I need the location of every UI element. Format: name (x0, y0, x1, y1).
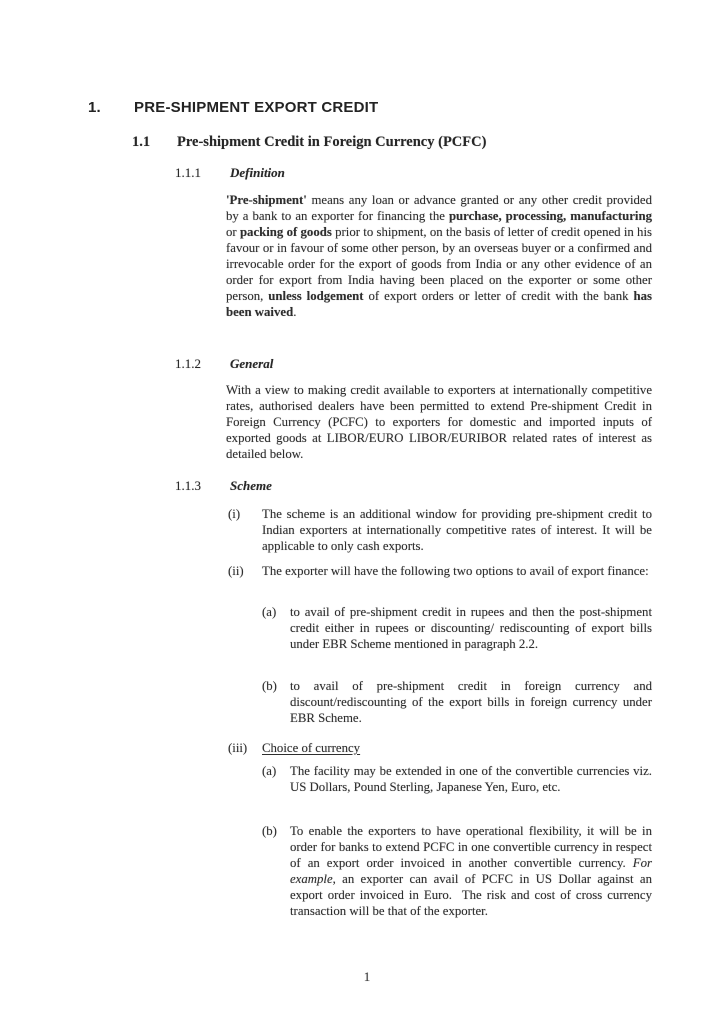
scheme-item-ii-a-text: to avail of pre-shipment credit in rupees and then the post-shipment credit either in rupees or discounting/ rediscounting of export bills under EBR Scheme mentioned in paragraph 2.2. (290, 605, 652, 651)
text-run: packing of goods (239, 225, 332, 239)
text-run: unless lodgement (268, 289, 364, 303)
text-run: . (293, 305, 297, 319)
text-run: of export orders or letter of credit with the bank (363, 289, 634, 303)
text-run: has been waived (226, 289, 652, 319)
text-run: , an exporter can avail of PCFC in US Dollar against an export order invoiced in Euro. The risk and cost of cross currency transaction will be that of the exporter. (290, 872, 652, 918)
section-scheme-heading (175, 478, 652, 494)
general-paragraph: With a view to making credit available to exporters at internationally competitive rates, authorised dealers have been permitted to extend Pre-shipment Credit in Foreign Currency (PCFC) to exporters for domestic and imported inputs of exported goods at LIBOR/EURO LIBOR/EURIBOR related rates of interest as detailed below. (226, 383, 652, 461)
scheme-item-iii-b (262, 823, 652, 919)
scheme-item-iii (228, 740, 652, 756)
main-heading (88, 99, 680, 116)
scheme-item-iii-a-text: The facility may be extended in one of the convertible currencies viz. US Dollars, Pound Sterling, Japanese Yen, Euro, etc. (290, 764, 652, 794)
scheme-item-iii-a (262, 763, 652, 795)
subheading (132, 134, 680, 151)
scheme-item-iii-marker: (iii) (228, 741, 248, 755)
scheme-item-ii-b-marker: (b) (262, 679, 277, 693)
subheading-title: Pre-shipment Credit in Foreign Currency (PCFC) (177, 134, 487, 150)
scheme-item-i-marker: (i) (228, 507, 241, 521)
scheme-item-iii-a-marker: (a) (262, 764, 277, 778)
main-heading-title: PRE-SHIPMENT EXPORT CREDIT (134, 99, 379, 116)
section-general-heading (175, 356, 652, 372)
section-scheme-title: Scheme (230, 478, 272, 493)
scheme-item-ii-text: The exporter will have the following two options to avail of export finance: (262, 564, 649, 578)
main-heading-number: 1. (88, 99, 101, 116)
section-definition-number: 1.1.1 (175, 165, 201, 180)
definition-paragraph (226, 192, 652, 320)
text-run: purchase, processing, manufacturing (448, 209, 652, 223)
subheading-number: 1.1 (132, 134, 151, 150)
section-general-number: 1.1.2 (175, 356, 201, 371)
scheme-item-i (228, 506, 652, 554)
text-run: means any loan or advance granted or any other credit provided by a bank to an exporter for financing the (226, 193, 652, 223)
text-run: To enable the exporters to have operational flexibility, it will be in order for banks to extend PCFC in one convertible currency in respect of an export order invoiced in another convertible currency. (290, 824, 652, 870)
scheme-item-ii-b (262, 678, 652, 726)
scheme-item-ii-b-text: to avail of pre-shipment credit in foreign currency and discount/rediscounting of the export bills in foreign currency under EBR Scheme. (290, 679, 652, 725)
scheme-item-i-text: The scheme is an additional window for providing pre-shipment credit to Indian exporters at internationally competitive rates of interest. It will be applicable to only cash exports. (262, 507, 652, 553)
scheme-item-ii (228, 563, 652, 579)
section-definition-heading (175, 165, 652, 181)
text-run: For example (290, 856, 652, 886)
scheme-item-iii-title: Choice of currency (262, 741, 361, 755)
section-definition-title: Definition (230, 165, 285, 180)
scheme-item-iii-b-marker: (b) (262, 824, 277, 838)
text-run: prior to shipment, on the basis of letter of credit opened in his favour or in favour of some other person, by an overseas buyer or a confirmed and irrevocable order for the export of goods from India or any other evidence of an order for export from India having been placed on the exporter or some other person, (226, 225, 652, 303)
page-number: 1 (363, 969, 371, 984)
scheme-item-ii-marker: (ii) (228, 564, 244, 578)
scheme-item-iii-b-text (290, 823, 652, 919)
text-run: 'Pre-shipment' (226, 193, 307, 207)
scheme-item-ii-a-marker: (a) (262, 605, 277, 619)
section-general-title: General (230, 356, 274, 371)
scheme-item-ii-a (262, 604, 652, 652)
section-scheme-number: 1.1.3 (175, 478, 201, 493)
text-run: or (226, 225, 240, 239)
